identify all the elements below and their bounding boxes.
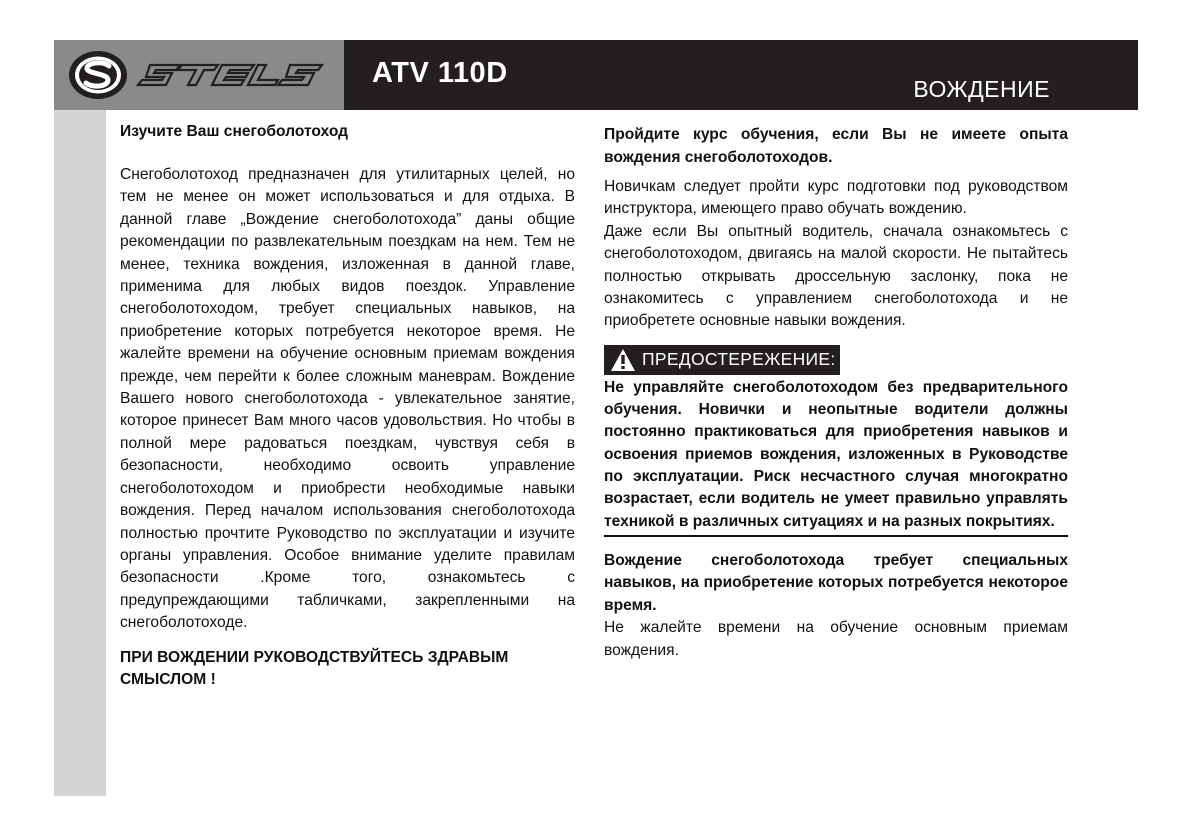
left-heading: Изучите Ваш снегоболотоход: [120, 123, 349, 140]
training-heading: Пройдите курс обучения, если Вы не имеете опыта вождения снегоболотоходов.: [604, 126, 1068, 166]
model-title: ATV 110D: [372, 57, 508, 89]
practice-paragraph: Не жалейте времени на обучение основным приемам вождения.: [604, 619, 1068, 659]
warning-banner: [604, 345, 840, 375]
brand-logo: [54, 40, 344, 110]
skills-bold-paragraph: Вождение снегоболотохода требует специальных навыков, на приобретение которых потребуется некоторое время.: [604, 551, 1068, 614]
left-body: Снегоболотоход предназначен для утилитарных целей, но тем не менее он может использоваться и для отдыха. В данной главе „Вождение снегоболотохода” даны общие рекомендации по развлекательным поездкам на нем. Тем не менее, техника вождения, изложенная в данной главе, применима для любых видов поездок. Управление снегоболотоходом, требует специальных навыков, на приобретение которых потребуется некоторое время. Не жалейте времени на обучение основным приемам вождения прежде, чем перейти к более сложным маневрам. Вождение Вашего нового снегоболотохода - увлекательное занятие, которое принесет Вам много часов удовольствия. Но чтобы в полной мере радоваться поездкам, чувствуя себя в безопасности, необходимо освоить управление снегоболотоходом и приобрести необходимые навыки вождения. Перед началом использования снегоболотохода полностью прочтите Руководство по эксплуатации и изучите органы управления. Особое внимание уделите правилам безопасности .Кроме того, ознакомьтесь с предупреждающими табличками, закрепленными на снегоболотоходе.: [120, 166, 575, 632]
page-header: [54, 40, 1138, 110]
warning-triangle-icon: [610, 348, 636, 372]
common-sense-heading: ПРИ ВОЖДЕНИИ РУКОВОДСТВУЙТЕСЬ ЗДРАВЫМ СМЫСЛОМ !: [120, 648, 509, 689]
experienced-paragraph: Даже если Вы опытный водитель, сначала ознакомьтесь с снегоболотоходом, двигаясь на малой скорости. Не пытайтесь полностью открывать дроссельную заслонку, пока не ознакомитесь с управлением снегоболотохода и не приобретете основные навыки вождения.: [604, 222, 1068, 330]
left-column: [120, 120, 575, 692]
stels-logo-icon: [68, 48, 336, 102]
section-title: ВОЖДЕНИЕ: [913, 76, 1050, 102]
side-bar: [54, 110, 106, 796]
right-column: [604, 120, 1068, 662]
beginners-paragraph: Новичкам следует пройти курс подготовки под руководством инструктора, имеющего право обучать вождению.: [604, 178, 1068, 218]
warning-label: ПРЕДОСТЕРЕЖЕНИЕ:: [642, 349, 836, 370]
warning-text: Не управляйте снегоболотоходом без предварительного обучения. Новички и неопытные водители должны постоянно практиковаться для приобретения навыков и освоения приемов вождения, изложенных в Руководстве по эксплуатации. Риск несчастного случая многократно возрастает, если водитель не умеет правильно управлять техникой в различных ситуациях и на разных покрытиях.: [604, 377, 1068, 537]
